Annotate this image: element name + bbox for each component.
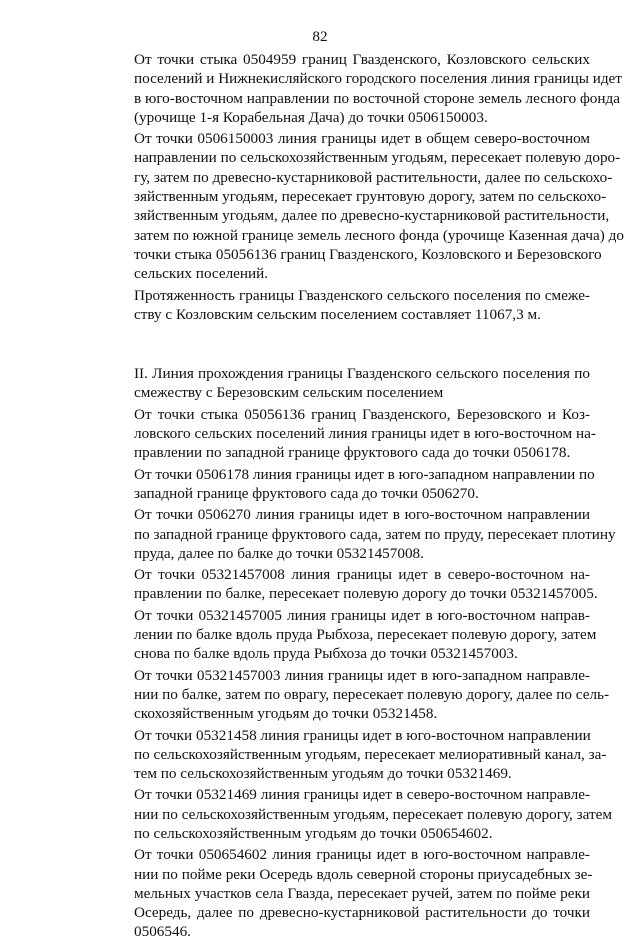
section-heading bbox=[106, 364, 590, 403]
text-line: ству с Козловским сельским поселением составляет 11067,3 м. bbox=[134, 305, 541, 323]
text-line: пруда, далее по балке до точки 05321457008. bbox=[134, 544, 424, 562]
text-line: поселений и Нижнекисляйского городского поселения линия границы идет bbox=[134, 70, 622, 88]
text-line: От точки 0506270 линия границы идет в юго-восточном направлении bbox=[134, 506, 590, 524]
text-line: Осередь, далее по древесно-кустарниковой растительности до точки bbox=[134, 904, 590, 922]
text-line: по сельскохозяйственным угодьям до точки 050654602. bbox=[134, 824, 493, 842]
text-line: скохозяйственным угодьям до точки 05321458. bbox=[134, 705, 438, 723]
paragraph bbox=[106, 129, 624, 283]
text-line: От точки стыка 05056136 границ Гвазденского, Березовского и Коз- bbox=[134, 405, 590, 423]
text-line: направлении по сельскохозяйственным угодьям, пересекает полевую доро- bbox=[134, 149, 621, 167]
text-line: снова по балке вдоль пруда Рыбхоза до точки 05321457003. bbox=[134, 645, 518, 663]
text-line: затем по южной границе земель лесного фонда (урочище Казенная дача) до bbox=[134, 226, 624, 244]
paragraph bbox=[106, 465, 595, 504]
paragraph bbox=[106, 405, 596, 463]
text-line: От точки 05321457005 линия границы идет в юго-восточном направ- bbox=[134, 606, 590, 624]
text-line: нии по пойме реки Осередь вдоль северной стороны приусадебных зе- bbox=[134, 865, 593, 883]
text-line: сельских поселений. bbox=[134, 265, 269, 283]
text-line: смежеству с Березовским сельским поселением bbox=[134, 384, 444, 402]
text-line: От точки 050654602 линия границы идет в юго-восточном направле- bbox=[134, 846, 590, 864]
text-line: тем по сельскохозяйственным угодьям до точки 05321469. bbox=[134, 765, 512, 783]
paragraph bbox=[106, 845, 593, 941]
paragraph bbox=[106, 505, 616, 563]
text-line: правлении по западной границе фруктового сада до точки 0506178. bbox=[134, 444, 571, 462]
text-line: От точки стыка 0504959 границ Гвазденского, Козловского сельских bbox=[134, 51, 590, 68]
text-line: по сельскохозяйственным угодьям, пересекает мелиоративный канал, за- bbox=[134, 745, 607, 763]
text-line: От точки 05321457003 линия границы идет в юго-западном направле- bbox=[134, 666, 590, 684]
text-line: нии по сельскохозяйственным угодьям, пересекает полевую дорогу, затем bbox=[134, 805, 612, 823]
text-line: мельных участков села Гвазда, пересекает ручей, затем по пойме реки bbox=[134, 884, 590, 902]
text-line: От точки 05321458 линия границы идет в юго-восточном направлении bbox=[134, 726, 591, 744]
text-line: зяйственным угодьям, далее по древесно-кустарниковой растительности, bbox=[134, 207, 610, 225]
text-line: (урочище 1-я Корабельная Дача) до точки 0506150003. bbox=[134, 108, 488, 126]
text-line: Протяженность границы Гвазденского сельского поселения по смеже- bbox=[134, 286, 590, 304]
text-line: по западной границе фруктового сада, затем по пруду, пересекает плотину bbox=[134, 525, 616, 543]
text-line: От точки 05321457008 линия границы идет в северо-восточном на- bbox=[134, 566, 590, 584]
paragraph bbox=[106, 50, 622, 127]
text-line: От точки 05321469 линия границы идет в северо-восточном направле- bbox=[134, 786, 590, 804]
text-line: правлении по балке, пересекает полевую дорогу до точки 05321457005. bbox=[134, 585, 598, 603]
document-body bbox=[106, 50, 624, 944]
text-line: западной границе фруктового сада до точки 0506270. bbox=[134, 484, 479, 502]
paragraph bbox=[106, 785, 612, 843]
paragraph bbox=[106, 606, 597, 664]
paragraph bbox=[106, 565, 598, 604]
text-line: нии по балке, затем по оврагу, пересекает полевую дорогу, далее по сель- bbox=[134, 685, 610, 703]
paragraph bbox=[106, 286, 590, 325]
text-line: в юго-восточном направлении по восточной стороне земель лесного фонда bbox=[134, 89, 620, 107]
paragraph bbox=[106, 726, 607, 784]
text-line: гу, затем по древесно-кустарниковой растительности, далее по сельскохо- bbox=[134, 168, 613, 186]
text-line: 0506546. bbox=[134, 923, 191, 941]
text-line: ловского сельских поселений линия границы идет в юго-восточном на- bbox=[134, 425, 596, 443]
text-line: точки стыка 05056136 границ Гвазденского, Козловского и Березовского bbox=[134, 245, 602, 263]
text-line: От точки 0506150003 линия границы идет в общем северо-восточном bbox=[134, 130, 590, 148]
paragraph bbox=[106, 666, 610, 724]
text-line: II. Линия прохождения границы Гвазденского сельского поселения по bbox=[134, 365, 590, 383]
section-spacer bbox=[106, 326, 590, 364]
text-line: От точки 0506178 линия границы идет в юго-западном направлении по bbox=[134, 465, 595, 483]
text-line: зяйственным угодьям, пересекает грунтовую дорогу, затем по сельскохо- bbox=[134, 188, 607, 206]
text-line: лении по балке вдоль пруда Рыбхоза, пересекает полевую дорогу, затем bbox=[134, 626, 597, 644]
page-number: 82 bbox=[312, 28, 328, 45]
